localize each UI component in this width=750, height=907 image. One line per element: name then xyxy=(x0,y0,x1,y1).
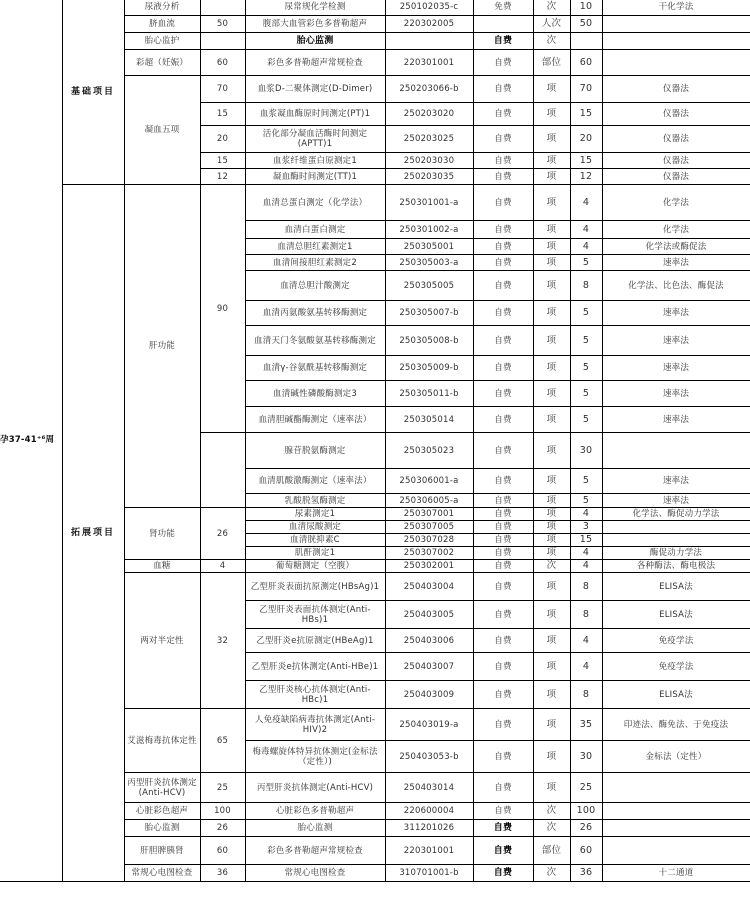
code-cell: 310701001-b xyxy=(385,865,473,882)
unit-cell: 项 xyxy=(533,407,570,433)
payment-cell: 自费 xyxy=(473,837,533,865)
price-cell: 20 xyxy=(570,126,602,153)
item-cell: 心脏彩色多普勒超声 xyxy=(245,803,385,820)
section-kidney: 肾功能 xyxy=(124,508,200,560)
price-cell: 4 xyxy=(570,653,602,681)
count-cell: 50 xyxy=(200,16,245,33)
unit-cell: 项 xyxy=(533,356,570,381)
section-coag: 凝血五项 xyxy=(124,76,200,185)
price-cell: 3 xyxy=(570,521,602,534)
item-cell: 尿素测定1 xyxy=(245,508,385,521)
payment-cell: 自费 xyxy=(473,433,533,469)
item-cell: 乳酸脱氢酶测定 xyxy=(245,494,385,508)
unit-cell: 次 xyxy=(533,0,570,16)
unit-cell: 项 xyxy=(533,301,570,326)
unit-cell: 项 xyxy=(533,494,570,508)
code-cell: 250403007 xyxy=(385,653,473,681)
payment-cell: 自费 xyxy=(473,356,533,381)
method-cell: 免疫学法 xyxy=(602,653,750,681)
unit-cell: 项 xyxy=(533,601,570,629)
unit-cell: 部位 xyxy=(533,837,570,865)
method-cell: 速率法 xyxy=(602,326,750,356)
unit-cell: 项 xyxy=(533,508,570,521)
method-cell: 仪器法 xyxy=(602,76,750,103)
code-cell: 250403019-a xyxy=(385,709,473,741)
payment-cell: 自费 xyxy=(473,76,533,103)
payment-cell: 自费 xyxy=(473,126,533,153)
price-cell: 100 xyxy=(570,803,602,820)
payment-cell: 自费 xyxy=(473,381,533,407)
unit-cell: 次 xyxy=(533,820,570,837)
payment-cell: 自费 xyxy=(473,326,533,356)
code-cell: 250301001-a xyxy=(385,185,473,221)
unit-cell: 项 xyxy=(533,326,570,356)
unit-cell: 项 xyxy=(533,255,570,271)
unit-cell: 项 xyxy=(533,185,570,221)
table-row xyxy=(0,185,750,221)
payment-cell: 自费 xyxy=(473,681,533,709)
price-cell: 35 xyxy=(570,709,602,741)
method-cell xyxy=(602,773,750,803)
method-cell: 速率法 xyxy=(602,356,750,381)
item-cell: 胎心监测 xyxy=(245,33,385,50)
method-cell: 速率法 xyxy=(602,381,750,407)
code-cell: 311201026 xyxy=(385,820,473,837)
section-count-abdomen: 60 xyxy=(200,837,245,865)
item-cell: 葡萄糖测定（空腹） xyxy=(245,560,385,573)
code-cell: 250305009-b xyxy=(385,356,473,381)
count-cell xyxy=(200,33,245,50)
item-cell: 乙型肝炎e抗体测定(Anti-HBe)1 xyxy=(245,653,385,681)
method-cell: 干化学法 xyxy=(602,0,750,16)
price-cell: 5 xyxy=(570,356,602,381)
price-cell: 4 xyxy=(570,239,602,255)
code-cell: 250403009 xyxy=(385,681,473,709)
price-cell: 36 xyxy=(570,865,602,882)
method-cell xyxy=(602,521,750,534)
section-count-ecg: 36 xyxy=(200,865,245,882)
item-cell: 血清总蛋白测定（化学法） xyxy=(245,185,385,221)
unit-cell: 项 xyxy=(533,469,570,494)
category-cell: 胎心监护 xyxy=(124,33,200,50)
code-cell: 250305011-b xyxy=(385,381,473,407)
payment-cell: 自费 xyxy=(473,50,533,76)
item-cell: 乙型肝炎e抗原测定(HBeAg)1 xyxy=(245,629,385,653)
price-cell: 5 xyxy=(570,407,602,433)
price-cell: 4 xyxy=(570,629,602,653)
item-cell: 血清γ-谷氨酰基转移酶测定 xyxy=(245,356,385,381)
section-count-cardiac: 100 xyxy=(200,803,245,820)
section-count-fetal: 26 xyxy=(200,820,245,837)
code-cell: 250203025 xyxy=(385,126,473,153)
unit-cell: 项 xyxy=(533,547,570,560)
price-cell: 15 xyxy=(570,534,602,547)
method-cell xyxy=(602,16,750,33)
code-cell: 250203030 xyxy=(385,153,473,169)
payment-cell: 自费 xyxy=(473,573,533,601)
code-cell: 250403014 xyxy=(385,773,473,803)
group-extended: 拓展项目 xyxy=(62,185,124,882)
table-row xyxy=(0,0,750,16)
price-cell: 60 xyxy=(570,837,602,865)
item-cell: 血清胱抑素C xyxy=(245,534,385,547)
count-cell: 60 xyxy=(200,50,245,76)
payment-cell: 自费 xyxy=(473,865,533,882)
unit-cell: 项 xyxy=(533,221,570,239)
method-cell: 速率法 xyxy=(602,301,750,326)
code-cell: 250302001 xyxy=(385,560,473,573)
price-cell: 5 xyxy=(570,494,602,508)
item-cell: 血浆凝血酶原时间测定(PT)1 xyxy=(245,103,385,126)
code-cell: 250403004 xyxy=(385,573,473,601)
method-cell: 速率法 xyxy=(602,494,750,508)
item-cell: 尿常规化学检测 xyxy=(245,0,385,16)
payment-cell: 自费 xyxy=(473,33,533,50)
payment-cell: 自费 xyxy=(473,629,533,653)
price-cell: 50 xyxy=(570,16,602,33)
section-abdomen: 肝胆脾胰肾 xyxy=(124,837,200,865)
count-cell: 20 xyxy=(200,126,245,153)
section-aids: 艾滋梅毒抗体定性 xyxy=(124,709,200,773)
price-cell: 12 xyxy=(570,169,602,185)
payment-cell: 自费 xyxy=(473,239,533,255)
category-cell: 脐血流 xyxy=(124,16,200,33)
group-basic: 基础项目 xyxy=(62,0,124,185)
method-cell xyxy=(602,837,750,865)
section-fetal: 胎心监测 xyxy=(124,820,200,837)
item-cell: 彩色多普勒超声常规检查 xyxy=(245,837,385,865)
code-cell: 220301001 xyxy=(385,50,473,76)
price-cell: 8 xyxy=(570,601,602,629)
category-cell: 彩超（妊娠） xyxy=(124,50,200,76)
payment-cell: 自费 xyxy=(473,185,533,221)
count-cell: 15 xyxy=(200,103,245,126)
code-cell: 250305005 xyxy=(385,271,473,301)
price-cell: 5 xyxy=(570,255,602,271)
item-cell: 乙型肝炎表面抗原测定(HBsAg)1 xyxy=(245,573,385,601)
item-cell: 血清天门冬氨酸氨基转移酶测定 xyxy=(245,326,385,356)
section-count-glucose: 4 xyxy=(200,560,245,573)
item-cell: 血清总胆红素测定1 xyxy=(245,239,385,255)
price-cell: 15 xyxy=(570,103,602,126)
price-cell: 70 xyxy=(570,76,602,103)
code-cell: 250403006 xyxy=(385,629,473,653)
method-cell: 仪器法 xyxy=(602,169,750,185)
method-cell: 金标法（定性） xyxy=(602,741,750,773)
code-cell: 250301002-a xyxy=(385,221,473,239)
payment-cell: 自费 xyxy=(473,301,533,326)
count-cell xyxy=(200,0,245,16)
item-cell: 腹部大血管彩色多普勒超声 xyxy=(245,16,385,33)
unit-cell: 项 xyxy=(533,169,570,185)
method-cell: ELISA法 xyxy=(602,601,750,629)
unit-cell: 项 xyxy=(533,239,570,255)
unit-cell: 项 xyxy=(533,521,570,534)
method-cell: 酶促动力学法 xyxy=(602,547,750,560)
unit-cell: 项 xyxy=(533,741,570,773)
payment-cell: 自费 xyxy=(473,709,533,741)
payment-cell: 自费 xyxy=(473,803,533,820)
method-cell: 化学法或酶促法 xyxy=(602,239,750,255)
item-cell: 梅毒螺旋体特异抗体测定(金标法（定性）) xyxy=(245,741,385,773)
price-cell: 26 xyxy=(570,820,602,837)
code-cell: 220600004 xyxy=(385,803,473,820)
method-cell: 速率法 xyxy=(602,469,750,494)
price-cell: 15 xyxy=(570,153,602,169)
price-cell: 8 xyxy=(570,681,602,709)
payment-cell: 自费 xyxy=(473,521,533,534)
item-cell: 血清白蛋白测定 xyxy=(245,221,385,239)
code-cell xyxy=(385,33,473,50)
payment-cell: 自费 xyxy=(473,508,533,521)
method-cell: 化学法 xyxy=(602,221,750,239)
unit-cell: 部位 xyxy=(533,50,570,76)
unit-cell: 项 xyxy=(533,681,570,709)
unit-cell: 次 xyxy=(533,560,570,573)
method-cell: 化学法、酶促动力学法 xyxy=(602,508,750,521)
count-cell: 70 xyxy=(200,76,245,103)
price-cell: 8 xyxy=(570,573,602,601)
unit-cell: 项 xyxy=(533,653,570,681)
price-cell: 5 xyxy=(570,469,602,494)
section-glucose: 血糖 xyxy=(124,560,200,573)
code-cell: 250203020 xyxy=(385,103,473,126)
price-cell: 5 xyxy=(570,301,602,326)
method-cell: 免疫学法 xyxy=(602,629,750,653)
code-cell: 250305007-b xyxy=(385,301,473,326)
item-cell: 丙型肝炎抗体测定(Anti-HCV) xyxy=(245,773,385,803)
item-cell: 腺苷脱氨酶测定 xyxy=(245,433,385,469)
section-cardiac: 心脏彩色超声 xyxy=(124,803,200,820)
unit-cell: 项 xyxy=(533,709,570,741)
method-cell: ELISA法 xyxy=(602,573,750,601)
payment-cell: 免费 xyxy=(473,0,533,16)
code-cell: 250307005 xyxy=(385,521,473,534)
item-cell: 血浆纤维蛋白原测定1 xyxy=(245,153,385,169)
method-cell: 十二通道 xyxy=(602,865,750,882)
section-ecg: 常规心电图检查 xyxy=(124,865,200,882)
price-cell: 60 xyxy=(570,50,602,76)
payment-cell: 自费 xyxy=(473,601,533,629)
method-cell: 仪器法 xyxy=(602,103,750,126)
method-cell: 化学法、比色法、酶促法 xyxy=(602,271,750,301)
method-cell: 各种酶法、酶电极法 xyxy=(602,560,750,573)
item-cell: 血清尿酸测定 xyxy=(245,521,385,534)
section-hcv: 丙型肝炎抗体测定(Anti-HCV) xyxy=(124,773,200,803)
code-cell: 250307002 xyxy=(385,547,473,560)
item-cell: 血浆D-二聚体测定(D-Dimer) xyxy=(245,76,385,103)
code-cell: 250403005 xyxy=(385,601,473,629)
code-cell: 250203035 xyxy=(385,169,473,185)
payment-cell: 自费 xyxy=(473,741,533,773)
item-cell: 凝血酶时间测定(TT)1 xyxy=(245,169,385,185)
code-cell: 250203066-b xyxy=(385,76,473,103)
code-cell: 250403053-b xyxy=(385,741,473,773)
payment-cell: 自费 xyxy=(473,820,533,837)
code-cell: 250305008-b xyxy=(385,326,473,356)
stage-label: 孕37-41⁺⁶周 xyxy=(0,0,62,882)
payment-cell: 自费 xyxy=(473,271,533,301)
section-count-kidney: 26 xyxy=(200,508,245,560)
item-cell: 肌酐测定1 xyxy=(245,547,385,560)
section-count-hcv: 25 xyxy=(200,773,245,803)
category-cell: 尿液分析 xyxy=(124,0,200,16)
method-cell: 速率法 xyxy=(602,255,750,271)
method-cell xyxy=(602,534,750,547)
payment-cell xyxy=(473,16,533,33)
unit-cell: 项 xyxy=(533,271,570,301)
code-cell: 250307028 xyxy=(385,534,473,547)
method-cell: 印迹法、酶免法、于免疫法 xyxy=(602,709,750,741)
payment-cell: 自费 xyxy=(473,653,533,681)
price-cell: 10 xyxy=(570,0,602,16)
payment-cell: 自费 xyxy=(473,153,533,169)
section-hbv: 两对半定性 xyxy=(124,573,200,709)
item-cell: 彩色多普勒超声常规检查 xyxy=(245,50,385,76)
method-cell: 仪器法 xyxy=(602,153,750,169)
unit-cell: 项 xyxy=(533,433,570,469)
item-cell: 人免疫缺陷病毒抗体测定(Anti-HIV)2 xyxy=(245,709,385,741)
count-cell: 15 xyxy=(200,153,245,169)
payment-cell: 自费 xyxy=(473,469,533,494)
item-cell: 血清肌酸激酶测定（速率法） xyxy=(245,469,385,494)
section-liver: 肝功能 xyxy=(124,185,200,508)
code-cell: 250306005-a xyxy=(385,494,473,508)
item-cell: 乙型肝炎表面抗体测定(Anti-HBs)1 xyxy=(245,601,385,629)
count-cell: 12 xyxy=(200,169,245,185)
method-cell xyxy=(602,433,750,469)
code-cell: 220302005 xyxy=(385,16,473,33)
unit-cell: 项 xyxy=(533,534,570,547)
method-cell xyxy=(602,803,750,820)
unit-cell: 次 xyxy=(533,803,570,820)
count-cell-empty xyxy=(200,433,245,508)
payment-cell: 自费 xyxy=(473,103,533,126)
item-cell: 血清胆碱酯酶测定（速率法） xyxy=(245,407,385,433)
price-cell: 4 xyxy=(570,185,602,221)
payment-cell: 自费 xyxy=(473,494,533,508)
item-cell: 胎心监测 xyxy=(245,820,385,837)
code-cell: 250305023 xyxy=(385,433,473,469)
method-cell: ELISA法 xyxy=(602,681,750,709)
unit-cell: 项 xyxy=(533,126,570,153)
code-cell: 250307001 xyxy=(385,508,473,521)
unit-cell: 项 xyxy=(533,76,570,103)
unit-cell: 人次 xyxy=(533,16,570,33)
price-cell: 8 xyxy=(570,271,602,301)
payment-cell: 自费 xyxy=(473,773,533,803)
payment-cell: 自费 xyxy=(473,255,533,271)
price-cell: 25 xyxy=(570,773,602,803)
unit-cell: 项 xyxy=(533,629,570,653)
method-cell: 化学法 xyxy=(602,185,750,221)
payment-cell: 自费 xyxy=(473,407,533,433)
code-cell: 250306001-a xyxy=(385,469,473,494)
item-cell: 血清总胆汁酸测定 xyxy=(245,271,385,301)
item-cell: 血清间接胆红素测定2 xyxy=(245,255,385,271)
item-cell: 活化部分凝血活酶时间测定(APTT)1 xyxy=(245,126,385,153)
section-count-liver: 90 xyxy=(200,185,245,433)
price-cell xyxy=(570,33,602,50)
code-cell: 250305003-a xyxy=(385,255,473,271)
payment-cell: 自费 xyxy=(473,547,533,560)
item-cell: 血清丙氨酸氨基转移酶测定 xyxy=(245,301,385,326)
price-cell: 4 xyxy=(570,560,602,573)
payment-cell: 自费 xyxy=(473,534,533,547)
item-cell: 乙型肝炎核心抗体测定(Anti-HBc)1 xyxy=(245,681,385,709)
method-cell: 速率法 xyxy=(602,407,750,433)
code-cell: 250102035-c xyxy=(385,0,473,16)
price-cell: 5 xyxy=(570,326,602,356)
payment-cell: 自费 xyxy=(473,169,533,185)
unit-cell: 项 xyxy=(533,573,570,601)
method-cell xyxy=(602,820,750,837)
price-cell: 30 xyxy=(570,433,602,469)
unit-cell: 次 xyxy=(533,865,570,882)
unit-cell: 次 xyxy=(533,33,570,50)
method-cell: 仪器法 xyxy=(602,126,750,153)
unit-cell: 项 xyxy=(533,773,570,803)
item-cell: 常规心电图检查 xyxy=(245,865,385,882)
unit-cell: 项 xyxy=(533,153,570,169)
price-cell: 5 xyxy=(570,381,602,407)
section-count-hbv: 32 xyxy=(200,573,245,709)
price-cell: 30 xyxy=(570,741,602,773)
unit-cell: 项 xyxy=(533,103,570,126)
code-cell: 250305001 xyxy=(385,239,473,255)
section-count-aids: 65 xyxy=(200,709,245,773)
payment-cell: 自费 xyxy=(473,560,533,573)
code-cell: 250305014 xyxy=(385,407,473,433)
price-cell: 4 xyxy=(570,221,602,239)
item-cell: 血清碱性磷酸酶测定3 xyxy=(245,381,385,407)
payment-cell: 自费 xyxy=(473,221,533,239)
code-cell: 220301001 xyxy=(385,837,473,865)
method-cell xyxy=(602,50,750,76)
price-cell: 4 xyxy=(570,547,602,560)
price-cell: 4 xyxy=(570,508,602,521)
unit-cell: 项 xyxy=(533,381,570,407)
method-cell xyxy=(602,33,750,50)
